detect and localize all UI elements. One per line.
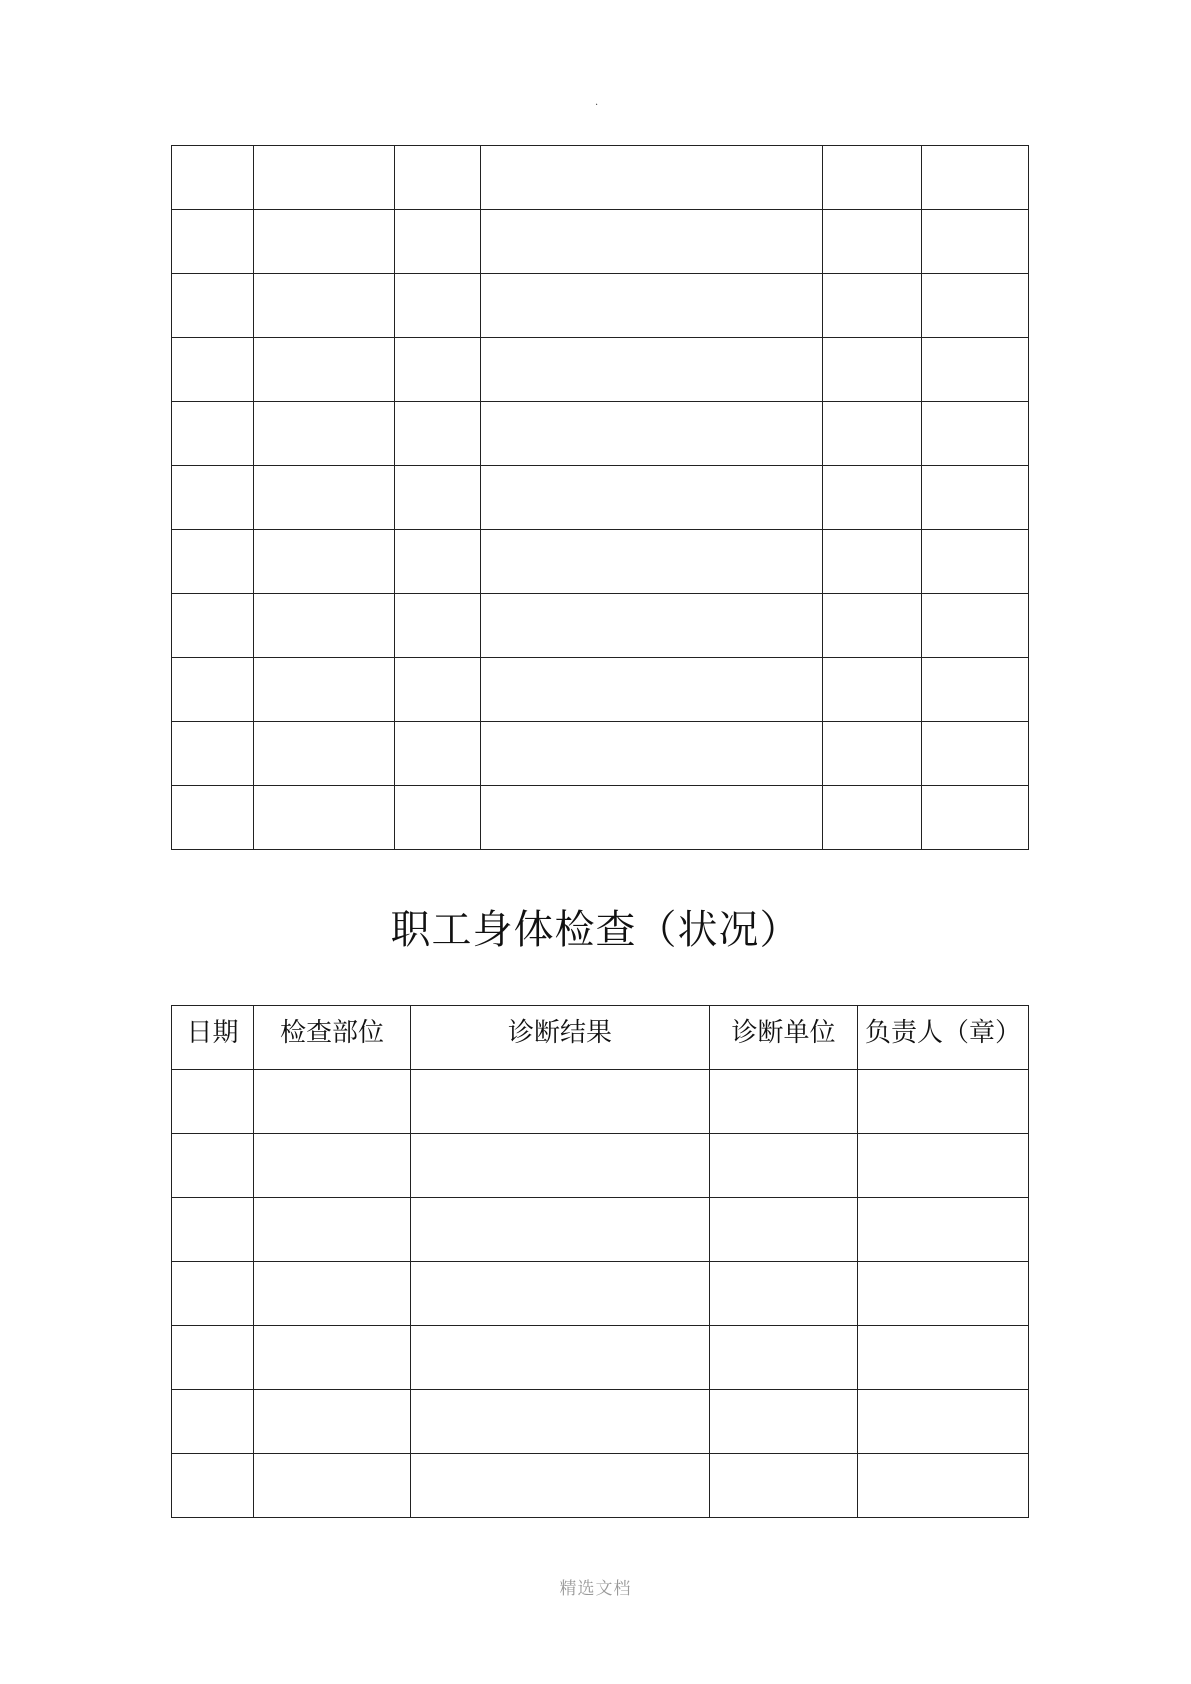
table-cell[interactable]: [858, 1198, 1029, 1262]
table-cell[interactable]: [411, 1390, 710, 1454]
table-row: [172, 210, 1029, 274]
table-cell[interactable]: [481, 594, 823, 658]
table-cell[interactable]: [823, 146, 922, 210]
section-title: 职工身体检查（状况）: [390, 907, 801, 953]
table-row: [172, 786, 1029, 850]
table-cell[interactable]: [395, 146, 481, 210]
table-row: [172, 530, 1029, 594]
table-cell[interactable]: [172, 530, 254, 594]
table-cell[interactable]: [481, 786, 823, 850]
header-exam-part: 检查部位: [254, 1006, 411, 1070]
table-cell[interactable]: [172, 210, 254, 274]
table-cell[interactable]: [411, 1326, 710, 1390]
table-cell[interactable]: [254, 1134, 411, 1198]
table-cell[interactable]: [823, 402, 922, 466]
table-cell[interactable]: [922, 658, 1029, 722]
table-cell[interactable]: [823, 210, 922, 274]
table-row: [172, 338, 1029, 402]
table-row: [172, 1326, 1029, 1390]
table-cell[interactable]: [481, 274, 823, 338]
table-cell[interactable]: [823, 786, 922, 850]
table-cell[interactable]: [172, 1390, 254, 1454]
header-diagnosis-result: 诊断结果: [411, 1006, 710, 1070]
table-cell[interactable]: [254, 1390, 411, 1454]
table-cell[interactable]: [823, 658, 922, 722]
table-cell[interactable]: [411, 1198, 710, 1262]
header-responsible-person: 负责人（章）: [858, 1006, 1029, 1070]
table-cell[interactable]: [254, 658, 395, 722]
table-cell[interactable]: [254, 146, 395, 210]
table-cell[interactable]: [395, 530, 481, 594]
table-cell[interactable]: [254, 1262, 411, 1326]
table-cell[interactable]: [172, 402, 254, 466]
table-cell[interactable]: [710, 1262, 858, 1326]
table-cell[interactable]: [395, 658, 481, 722]
table-cell[interactable]: [254, 594, 395, 658]
table-row: [172, 146, 1029, 210]
table-row: [172, 1262, 1029, 1326]
table-cell[interactable]: [254, 274, 395, 338]
table-row: [172, 466, 1029, 530]
record-table: [171, 145, 1029, 850]
table-cell[interactable]: [481, 530, 823, 594]
table-cell[interactable]: [823, 466, 922, 530]
table-cell[interactable]: [922, 210, 1029, 274]
table-cell[interactable]: [172, 722, 254, 786]
table-cell[interactable]: [481, 722, 823, 786]
table-cell[interactable]: [858, 1070, 1029, 1134]
table-cell[interactable]: [254, 1326, 411, 1390]
table-cell[interactable]: [710, 1454, 858, 1518]
table-cell[interactable]: [922, 530, 1029, 594]
table-cell[interactable]: [922, 722, 1029, 786]
table-cell[interactable]: [172, 1134, 254, 1198]
table-cell[interactable]: [710, 1134, 858, 1198]
table-cell[interactable]: [411, 1070, 710, 1134]
table-cell[interactable]: [254, 338, 395, 402]
table-cell[interactable]: [172, 1198, 254, 1262]
table-cell[interactable]: [254, 530, 395, 594]
table-cell[interactable]: [172, 466, 254, 530]
table-cell[interactable]: [254, 466, 395, 530]
table-cell[interactable]: [172, 146, 254, 210]
table-cell[interactable]: [858, 1454, 1029, 1518]
table-cell[interactable]: [395, 594, 481, 658]
table-cell[interactable]: [172, 1262, 254, 1326]
table-cell[interactable]: [481, 338, 823, 402]
table-cell[interactable]: [411, 1134, 710, 1198]
table-cell[interactable]: [395, 466, 481, 530]
health-check-table: [171, 1005, 1029, 1518]
table-cell[interactable]: [823, 594, 922, 658]
table-cell[interactable]: [922, 402, 1029, 466]
table-cell[interactable]: [395, 786, 481, 850]
table-cell[interactable]: [254, 1198, 411, 1262]
table-cell[interactable]: [254, 786, 395, 850]
table-cell[interactable]: [922, 786, 1029, 850]
table-cell[interactable]: [254, 1454, 411, 1518]
table-cell[interactable]: [481, 466, 823, 530]
table-cell[interactable]: [172, 1326, 254, 1390]
footer-watermark: 精选文档: [559, 1579, 632, 1599]
table-row: [172, 658, 1029, 722]
table-cell[interactable]: [172, 1070, 254, 1134]
table-cell[interactable]: [823, 338, 922, 402]
table-cell[interactable]: [395, 722, 481, 786]
table-row: [172, 1454, 1029, 1518]
table-cell[interactable]: [411, 1454, 710, 1518]
table-row: [172, 722, 1029, 786]
table-row: [172, 402, 1029, 466]
table-cell[interactable]: [172, 594, 254, 658]
header-date: 日期: [172, 1006, 254, 1070]
table-row: [172, 1134, 1029, 1198]
table-cell[interactable]: [395, 210, 481, 274]
table-cell[interactable]: [710, 1326, 858, 1390]
table-cell[interactable]: [395, 274, 481, 338]
header-mark: .: [595, 97, 599, 108]
table-cell[interactable]: [481, 210, 823, 274]
table-cell[interactable]: [858, 1326, 1029, 1390]
table-cell[interactable]: [395, 338, 481, 402]
table-row: [172, 594, 1029, 658]
table-cell[interactable]: [395, 402, 481, 466]
header-diagnosis-unit: 诊断单位: [710, 1006, 858, 1070]
table-cell[interactable]: [254, 402, 395, 466]
table-cell[interactable]: [922, 338, 1029, 402]
table-cell[interactable]: [823, 722, 922, 786]
table-cell[interactable]: [710, 1390, 858, 1454]
table-cell[interactable]: [710, 1070, 858, 1134]
table-cell[interactable]: [858, 1390, 1029, 1454]
table-cell[interactable]: [481, 146, 823, 210]
table-cell[interactable]: [922, 146, 1029, 210]
table-cell[interactable]: [922, 594, 1029, 658]
table-cell[interactable]: [823, 274, 922, 338]
table-cell[interactable]: [411, 1262, 710, 1326]
table-cell[interactable]: [858, 1262, 1029, 1326]
table-cell[interactable]: [254, 722, 395, 786]
table-cell[interactable]: [922, 274, 1029, 338]
table-cell[interactable]: [481, 658, 823, 722]
table-cell[interactable]: [254, 1070, 411, 1134]
table-cell[interactable]: [172, 274, 254, 338]
table-cell[interactable]: [172, 658, 254, 722]
table-cell[interactable]: [254, 210, 395, 274]
table-cell[interactable]: [823, 530, 922, 594]
table-cell[interactable]: [172, 786, 254, 850]
table-cell[interactable]: [922, 466, 1029, 530]
table-cell[interactable]: [481, 402, 823, 466]
table-row: [172, 1390, 1029, 1454]
table-row: [172, 1198, 1029, 1262]
header-row: [172, 1006, 1029, 1070]
table-cell[interactable]: [858, 1134, 1029, 1198]
table-cell[interactable]: [172, 338, 254, 402]
table-row: [172, 1070, 1029, 1134]
table-cell[interactable]: [172, 1454, 254, 1518]
table-cell[interactable]: [710, 1198, 858, 1262]
table-row: [172, 274, 1029, 338]
